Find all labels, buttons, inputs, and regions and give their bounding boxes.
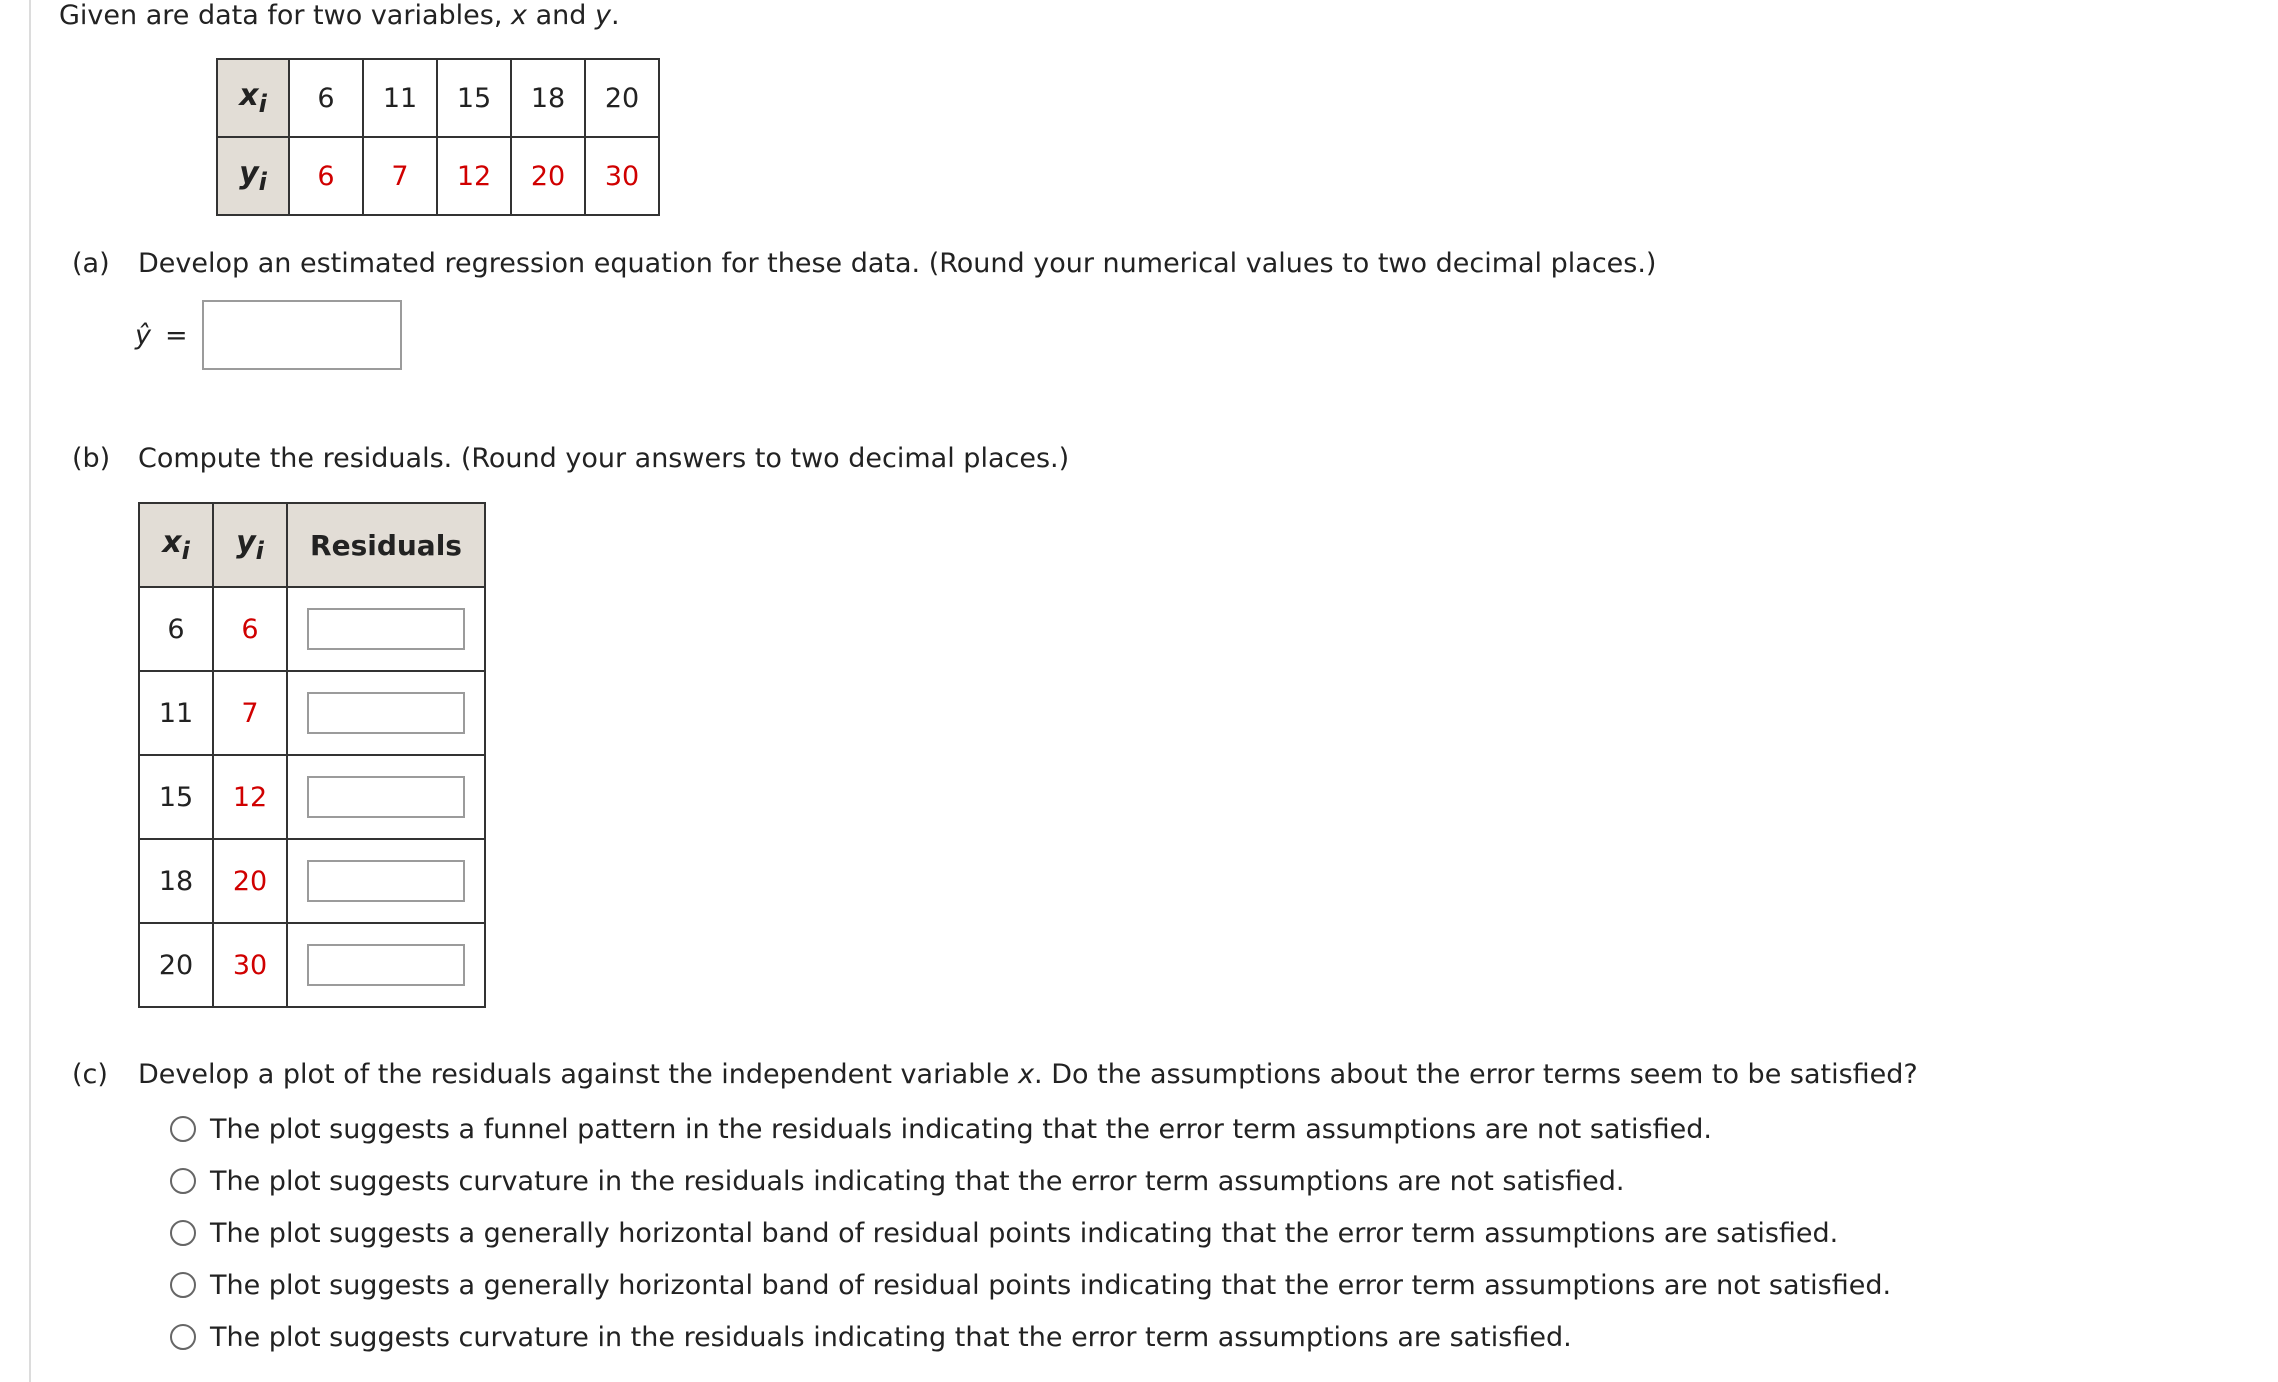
answer-options (170, 1103, 1891, 1363)
data-y-cell: 12 (437, 137, 511, 215)
residuals-y-cell: 12 (213, 755, 287, 839)
data-x-cell: 6 (289, 59, 363, 137)
residual-input[interactable] (307, 608, 465, 650)
answer-option[interactable] (170, 1311, 1891, 1363)
yhat-symbol: ŷ (135, 319, 151, 351)
answer-option[interactable] (170, 1155, 1891, 1207)
table-row (139, 755, 485, 839)
option-label: The plot suggests curvature in the residuals indicating that the error term assumptions are not satisfied. (210, 1165, 1625, 1197)
data-y-cell: 6 (289, 137, 363, 215)
option-label: The plot suggests a funnel pattern in the residuals indicating that the error term assumptions are not satisfied. (210, 1113, 1712, 1145)
intro-prefix: Given are data for two variables, (59, 0, 511, 31)
residual-cell (287, 671, 485, 755)
table-row (139, 923, 485, 1007)
residuals-y-cell: 30 (213, 923, 287, 1007)
part-b-question (72, 443, 1069, 475)
residuals-y-cell: 20 (213, 839, 287, 923)
data-x-cell: 15 (437, 59, 511, 137)
data-y-cell: 20 (511, 137, 585, 215)
residuals-x-cell: 18 (139, 839, 213, 923)
residuals-x-cell: 15 (139, 755, 213, 839)
residual-cell (287, 755, 485, 839)
table-row (139, 671, 485, 755)
residuals-x-cell: 20 (139, 923, 213, 1007)
option-label: The plot suggests curvature in the residuals indicating that the error term assumptions are satisfied. (210, 1321, 1572, 1353)
residual-input[interactable] (307, 692, 465, 734)
answer-option[interactable] (170, 1103, 1891, 1155)
residuals-y-header: $y_i$ (213, 503, 287, 587)
yhat-equation (135, 300, 402, 370)
answer-option[interactable] (170, 1259, 1891, 1311)
residuals-y-cell: 7 (213, 671, 287, 755)
part-a-question (72, 248, 1656, 280)
residuals-y-cell: 6 (213, 587, 287, 671)
data-x-cell: 20 (585, 59, 659, 137)
intro-suffix: . (610, 0, 620, 31)
radio-button-icon[interactable] (170, 1220, 196, 1246)
intro-text (59, 0, 620, 32)
intro-var-y: y (594, 0, 611, 31)
part-c-question (72, 1059, 1918, 1091)
data-table (216, 58, 660, 216)
table-row (139, 839, 485, 923)
option-label: The plot suggests a generally horizontal band of residual points indicating that the error term assumptions are not satisfied. (210, 1269, 1892, 1301)
data-y-cell: 7 (363, 137, 437, 215)
data-x-cell: 18 (511, 59, 585, 137)
data-y-cell: 30 (585, 137, 659, 215)
data-y-header: $y_i$ (217, 137, 289, 215)
radio-button-icon[interactable] (170, 1168, 196, 1194)
part-a-letter: (a) (72, 248, 110, 279)
data-x-header: $x_i$ (217, 59, 289, 137)
part-b-letter: (b) (72, 443, 111, 474)
part-c-var-x: x (1018, 1059, 1035, 1090)
residual-input[interactable] (307, 860, 465, 902)
intro-and: and (526, 0, 595, 31)
residuals-x-cell: 11 (139, 671, 213, 755)
part-b-text: Compute the residuals. (Round your answers to two decimal places.) (138, 443, 1070, 474)
regression-equation-input[interactable] (202, 300, 402, 370)
left-margin-rule (29, 0, 31, 1382)
residuals-header: Residuals (287, 503, 485, 587)
radio-button-icon[interactable] (170, 1116, 196, 1142)
residuals-table (138, 502, 486, 1008)
table-row (139, 587, 485, 671)
part-a-text: Develop an estimated regression equation for these data. (Round your numerical values to two decimal places.) (138, 248, 1657, 279)
residuals-x-header: $x_i$ (139, 503, 213, 587)
residual-cell (287, 839, 485, 923)
data-row-x (217, 59, 659, 137)
residual-cell (287, 923, 485, 1007)
residuals-header-row (139, 503, 485, 587)
residuals-x-cell: 6 (139, 587, 213, 671)
radio-button-icon[interactable] (170, 1324, 196, 1350)
part-c-text-after: . Do the assumptions about the error terms seem to be satisfied? (1034, 1059, 1918, 1090)
data-x-cell: 11 (363, 59, 437, 137)
option-label: The plot suggests a generally horizontal band of residual points indicating that the error term assumptions are satisfied. (210, 1217, 1839, 1249)
equals-sign: = (164, 319, 188, 351)
residual-input[interactable] (307, 944, 465, 986)
residual-cell (287, 587, 485, 671)
residual-input[interactable] (307, 776, 465, 818)
part-c-text-before: Develop a plot of the residuals against the independent variable (138, 1059, 1019, 1090)
data-row-y (217, 137, 659, 215)
radio-button-icon[interactable] (170, 1272, 196, 1298)
intro-var-x: x (511, 0, 527, 31)
answer-option[interactable] (170, 1207, 1891, 1259)
part-c-letter: (c) (72, 1059, 108, 1090)
